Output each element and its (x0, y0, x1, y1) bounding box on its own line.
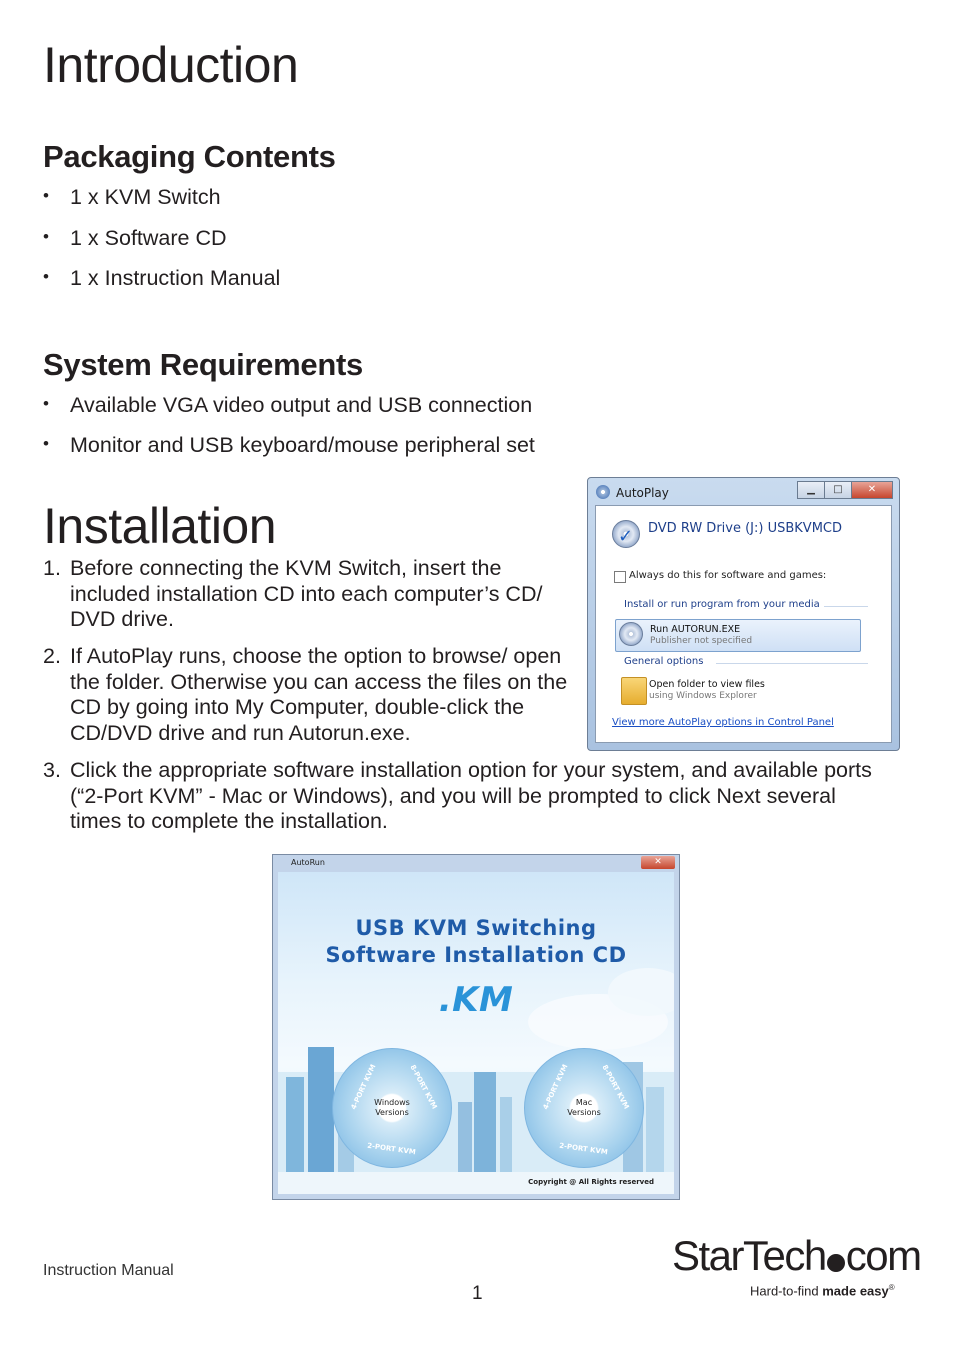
disc-center-line: Versions (375, 1108, 409, 1117)
footer-label: Instruction Manual (43, 1262, 174, 1279)
list-item: • 1 x Instruction Manual (43, 268, 280, 290)
run-autorun-option[interactable] (615, 619, 861, 652)
control-panel-link[interactable]: View more AutoPlay options in Control Panel (612, 717, 834, 728)
step-2 (43, 644, 583, 746)
mac-versions-disc[interactable] (524, 1048, 644, 1168)
port-option-4[interactable]: 4-PORT KVM (349, 1063, 378, 1111)
disc-center-label (374, 1098, 410, 1118)
autoplay-title: AutoPlay (616, 486, 669, 500)
step-text: Before connecting the KVM Switch, insert the included installation CD into each computer’s CD/ DVD drive. (70, 556, 543, 631)
autorun-window (272, 854, 680, 1200)
list-item: • 1 x KVM Switch (43, 187, 280, 228)
general-heading: General options (624, 656, 704, 667)
open-folder-option[interactable] (615, 674, 859, 708)
disc-center-line: Mac (575, 1098, 593, 1107)
logo-dot-icon (827, 1254, 845, 1272)
list-item: • Available VGA video output and USB connection (43, 395, 535, 435)
logo-text-right: com (845, 1232, 921, 1279)
autorun-heading-line1: USB KVM Switching (355, 916, 597, 940)
packaging-list (43, 187, 280, 290)
kvm-brand-logo: .KM (438, 980, 514, 1020)
disc-center-label (567, 1098, 601, 1118)
list-item: • Monitor and USB keyboard/mouse peripheral set (43, 435, 535, 457)
disc-center-line: Versions (567, 1108, 601, 1117)
copyright-text: Copyright @ All Rights reserved (528, 1178, 654, 1186)
divider (716, 663, 868, 664)
minimize-button[interactable]: ▁ (797, 481, 825, 499)
open-folder-subtitle: using Windows Explorer (649, 691, 757, 701)
always-checkbox[interactable] (614, 571, 626, 583)
autorun-close-button[interactable]: ✕ (641, 856, 675, 869)
run-title: Run AUTORUN.EXE (650, 624, 741, 635)
step-number: 2. (43, 644, 61, 668)
tagline (750, 1283, 895, 1298)
step-text: Click the appropriate software installation option for your system, and available ports (“2-Port KVM” - Mac or Windows), and you will be prompted to click Next several times to complete the installation. (70, 758, 872, 833)
divider (824, 606, 868, 607)
run-subtitle: Publisher not specified (650, 636, 753, 646)
port-option-8[interactable]: 8-PORT KVM (408, 1063, 439, 1111)
check-icon: ✓ (618, 526, 634, 547)
packaging-heading: Packaging Contents (43, 139, 336, 174)
autoplay-body (595, 505, 892, 743)
port-option-2[interactable]: 2-PORT KVM (366, 1141, 417, 1157)
autoplay-window (587, 477, 900, 751)
tagline-bold: made easy (822, 1283, 889, 1299)
step-number: 3. (43, 758, 61, 782)
startech-logo (672, 1232, 921, 1280)
close-button[interactable]: ✕ (851, 481, 893, 499)
always-label: Always do this for software and games: (629, 570, 827, 581)
step-number: 1. (43, 556, 61, 580)
port-option-8[interactable]: 8-PORT KVM (600, 1063, 631, 1111)
step-1 (43, 556, 578, 633)
autorun-heading-line2: Software Installation CD (325, 943, 627, 967)
autorun-title: AutoRun (291, 858, 325, 867)
windows-versions-disc[interactable] (332, 1048, 452, 1168)
drive-name: DVD RW Drive (J:) USBKVMCD (648, 521, 842, 536)
port-option-2[interactable]: 2-PORT KVM (558, 1141, 609, 1157)
requirements-list (43, 395, 535, 457)
list-item: • 1 x Software CD (43, 228, 280, 268)
autoplay-icon (596, 485, 610, 499)
page-number: 1 (472, 1283, 483, 1304)
run-cd-icon (619, 622, 643, 646)
requirements-heading: System Requirements (43, 347, 363, 382)
page-title-introduction: Introduction (43, 37, 299, 93)
autorun-body (278, 872, 674, 1194)
port-option-4[interactable]: 4-PORT KVM (541, 1063, 570, 1111)
step-text: If AutoPlay runs, choose the option to browse/ open the folder. Otherwise you can access the files on the CD by going into My Computer, double-click the CD/DVD drive and run Autorun.exe. (70, 644, 568, 745)
maximize-button[interactable]: □ (824, 481, 852, 499)
page-title-installation: Installation (43, 498, 277, 554)
step-3 (43, 758, 873, 835)
install-heading: Install or run program from your media (624, 599, 820, 610)
disc-center-line: Windows (374, 1098, 410, 1107)
open-folder-title: Open folder to view files (649, 679, 765, 690)
registered-mark: ® (888, 1283, 895, 1292)
folder-icon (621, 677, 647, 705)
window-controls (798, 481, 893, 499)
tagline-regular: Hard-to-find (750, 1283, 823, 1299)
logo-text-left: StarTech (672, 1232, 826, 1279)
